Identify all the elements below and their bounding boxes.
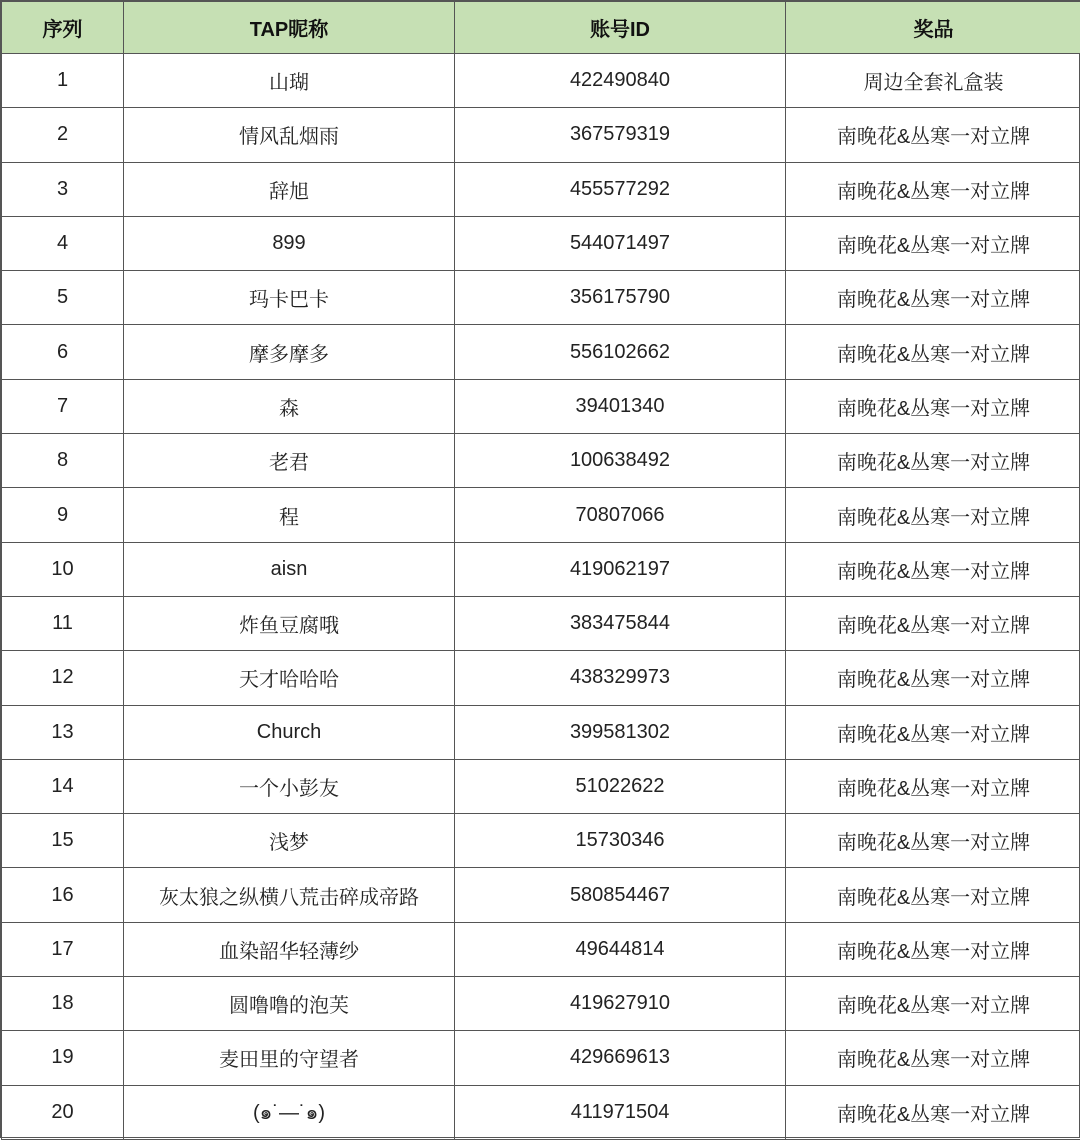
table-row bbox=[2, 54, 1080, 108]
cell-prize: 南晚花&丛寒一对立牌 bbox=[786, 868, 1080, 922]
column-header-nickname: TAP昵称 bbox=[124, 2, 455, 54]
table-row bbox=[2, 108, 1080, 162]
cell-index: 7 bbox=[2, 379, 124, 433]
cell-account-id: 49644814 bbox=[455, 922, 786, 976]
cell-prize: 南晚花&丛寒一对立牌 bbox=[786, 108, 1080, 162]
table-row bbox=[2, 379, 1080, 433]
cell-account-id: 544071497 bbox=[455, 216, 786, 270]
cell-index: 14 bbox=[2, 759, 124, 813]
cell-prize: 南晚花&丛寒一对立牌 bbox=[786, 814, 1080, 868]
cell-account-id: 383475844 bbox=[455, 596, 786, 650]
cell-nickname: 圆噜噜的泡芙 bbox=[124, 977, 455, 1031]
column-header-account-id: 账号ID bbox=[455, 2, 786, 54]
table-row bbox=[2, 759, 1080, 813]
cell-account-id: 39401340 bbox=[455, 379, 786, 433]
cell-account-id: 399581302 bbox=[455, 705, 786, 759]
table-row bbox=[2, 651, 1080, 705]
cell-nickname: 摩多摩多 bbox=[124, 325, 455, 379]
cell-nickname: 麦田里的守望者 bbox=[124, 1031, 455, 1085]
cell-account-id: 580854467 bbox=[455, 868, 786, 922]
cell-nickname: 899 bbox=[124, 216, 455, 270]
cell-account-id: 411971504 bbox=[455, 1085, 786, 1139]
cell-prize: 南晚花&丛寒一对立牌 bbox=[786, 759, 1080, 813]
cell-account-id: 419627910 bbox=[455, 977, 786, 1031]
cell-nickname: 炸鱼豆腐哦 bbox=[124, 596, 455, 650]
cell-prize: 南晚花&丛寒一对立牌 bbox=[786, 977, 1080, 1031]
cell-prize: 南晚花&丛寒一对立牌 bbox=[786, 379, 1080, 433]
cell-index: 2 bbox=[2, 108, 124, 162]
cell-index: 18 bbox=[2, 977, 124, 1031]
cell-account-id: 455577292 bbox=[455, 162, 786, 216]
cell-prize: 南晚花&丛寒一对立牌 bbox=[786, 488, 1080, 542]
cell-nickname: (๑˙—˙๑) bbox=[124, 1085, 455, 1139]
cell-index: 4 bbox=[2, 216, 124, 270]
cell-account-id: 100638492 bbox=[455, 434, 786, 488]
cell-prize: 南晚花&丛寒一对立牌 bbox=[786, 271, 1080, 325]
cell-nickname: 情风乱烟雨 bbox=[124, 108, 455, 162]
cell-index: 6 bbox=[2, 325, 124, 379]
table-row bbox=[2, 216, 1080, 270]
table-row bbox=[2, 271, 1080, 325]
cell-account-id: 356175790 bbox=[455, 271, 786, 325]
cell-account-id: 429669613 bbox=[455, 1031, 786, 1085]
cell-nickname: 玛卡巴卡 bbox=[124, 271, 455, 325]
table-row bbox=[2, 868, 1080, 922]
cell-nickname: 浅梦 bbox=[124, 814, 455, 868]
cell-index: 5 bbox=[2, 271, 124, 325]
table-row bbox=[2, 922, 1080, 976]
table-row bbox=[2, 325, 1080, 379]
cell-nickname: aisn bbox=[124, 542, 455, 596]
cell-index: 16 bbox=[2, 868, 124, 922]
cell-prize: 南晚花&丛寒一对立牌 bbox=[786, 542, 1080, 596]
column-header-prize: 奖品 bbox=[786, 2, 1080, 54]
cell-index: 10 bbox=[2, 542, 124, 596]
cell-index: 3 bbox=[2, 162, 124, 216]
cell-account-id: 367579319 bbox=[455, 108, 786, 162]
cell-nickname: 天才哈哈哈 bbox=[124, 651, 455, 705]
cell-prize: 南晚花&丛寒一对立牌 bbox=[786, 162, 1080, 216]
cell-account-id: 15730346 bbox=[455, 814, 786, 868]
cell-account-id: 438329973 bbox=[455, 651, 786, 705]
cell-nickname: 程 bbox=[124, 488, 455, 542]
cell-prize: 南晚花&丛寒一对立牌 bbox=[786, 705, 1080, 759]
cell-account-id: 419062197 bbox=[455, 542, 786, 596]
table-row bbox=[2, 1031, 1080, 1085]
cell-account-id: 70807066 bbox=[455, 488, 786, 542]
cell-prize: 南晚花&丛寒一对立牌 bbox=[786, 1085, 1080, 1139]
winners-table bbox=[1, 1, 1080, 1140]
cell-nickname: 老君 bbox=[124, 434, 455, 488]
cell-nickname: 山瑚 bbox=[124, 54, 455, 108]
cell-prize: 南晚花&丛寒一对立牌 bbox=[786, 216, 1080, 270]
cell-index: 1 bbox=[2, 54, 124, 108]
table-row bbox=[2, 434, 1080, 488]
cell-index: 15 bbox=[2, 814, 124, 868]
cell-index: 11 bbox=[2, 596, 124, 650]
table-body bbox=[2, 54, 1080, 1140]
cell-index: 8 bbox=[2, 434, 124, 488]
cell-index: 19 bbox=[2, 1031, 124, 1085]
cell-nickname: Church bbox=[124, 705, 455, 759]
cell-account-id: 422490840 bbox=[455, 54, 786, 108]
cell-index: 12 bbox=[2, 651, 124, 705]
table-row bbox=[2, 596, 1080, 650]
cell-nickname: 血染韶华轻薄纱 bbox=[124, 922, 455, 976]
cell-account-id: 51022622 bbox=[455, 759, 786, 813]
table-row bbox=[2, 977, 1080, 1031]
cell-nickname: 辞旭 bbox=[124, 162, 455, 216]
cell-nickname: 灰太狼之纵横八荒击碎成帝路 bbox=[124, 868, 455, 922]
table-row bbox=[2, 488, 1080, 542]
table-header bbox=[2, 2, 1080, 54]
table-row bbox=[2, 542, 1080, 596]
cell-prize: 周边全套礼盒装 bbox=[786, 54, 1080, 108]
cell-nickname: 森 bbox=[124, 379, 455, 433]
cell-prize: 南晚花&丛寒一对立牌 bbox=[786, 1031, 1080, 1085]
cell-prize: 南晚花&丛寒一对立牌 bbox=[786, 596, 1080, 650]
cell-prize: 南晚花&丛寒一对立牌 bbox=[786, 434, 1080, 488]
table-row bbox=[2, 1085, 1080, 1139]
column-header-index: 序列 bbox=[2, 2, 124, 54]
cell-nickname: 一个小彭友 bbox=[124, 759, 455, 813]
cell-prize: 南晚花&丛寒一对立牌 bbox=[786, 922, 1080, 976]
table-row bbox=[2, 705, 1080, 759]
cell-index: 13 bbox=[2, 705, 124, 759]
cell-prize: 南晚花&丛寒一对立牌 bbox=[786, 651, 1080, 705]
cell-index: 17 bbox=[2, 922, 124, 976]
cell-prize: 南晚花&丛寒一对立牌 bbox=[786, 325, 1080, 379]
header-row bbox=[2, 2, 1080, 54]
table-row bbox=[2, 162, 1080, 216]
cell-index: 9 bbox=[2, 488, 124, 542]
cell-index: 20 bbox=[2, 1085, 124, 1139]
cell-account-id: 556102662 bbox=[455, 325, 786, 379]
table-row bbox=[2, 814, 1080, 868]
